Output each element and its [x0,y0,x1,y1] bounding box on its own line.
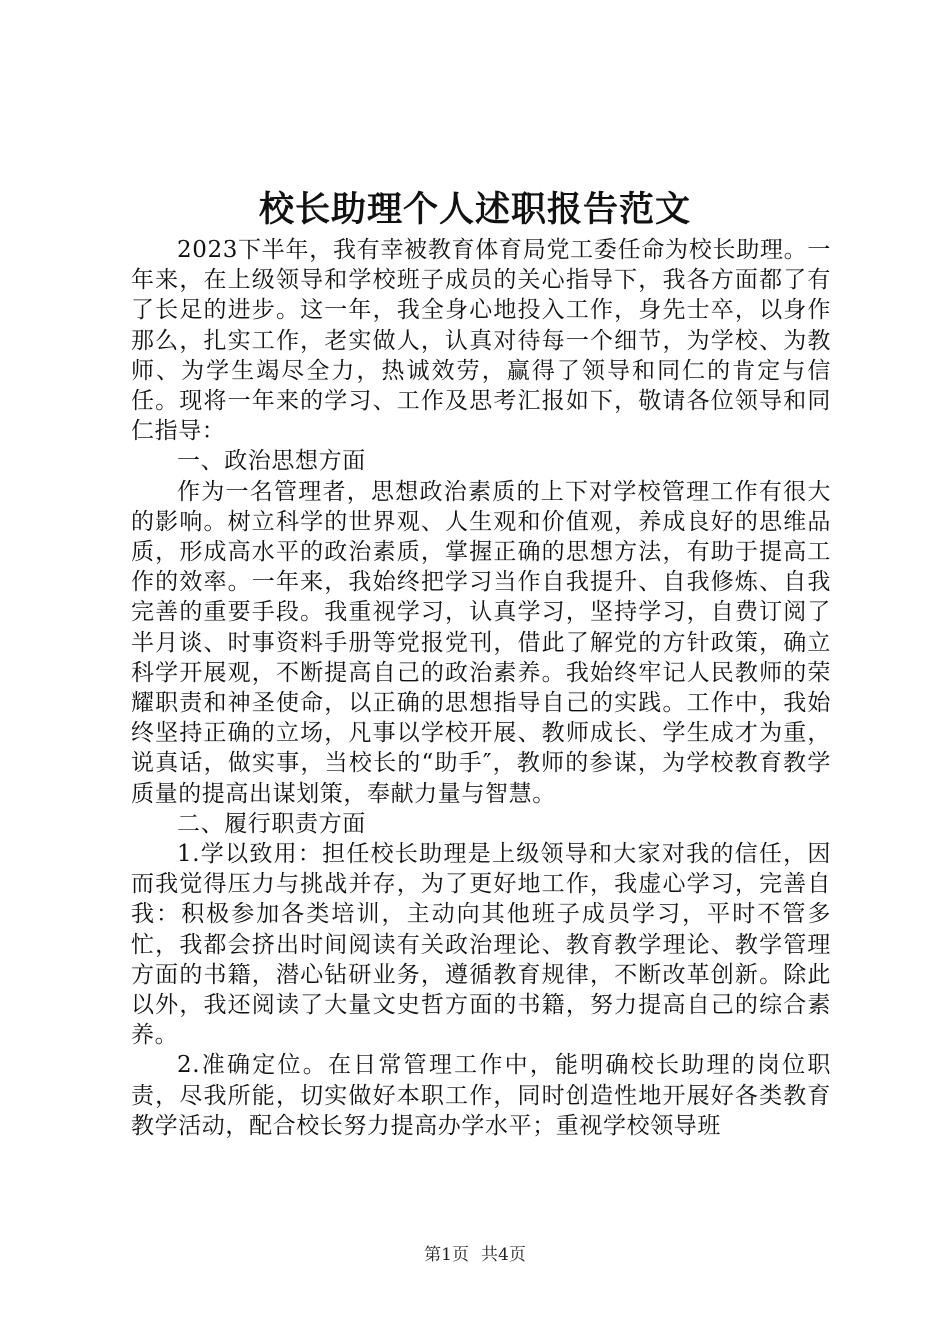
document-body [131,235,831,1141]
section-heading-duties: 二、履行职责方面 [177,810,366,837]
page-number-current: 第1页 [424,1245,469,1265]
paragraph-intro: 2023下半年，我有幸被教育体育局党工委任命为校长助理。一年来，在上级领导和学校班子成员的关心指导下，我各方面都了有了长足的进步。这一年，我全身心地投入工作，身先士卒，以身作那么，扎实工作，老实做人，认真对待每一个细节，为学校、为教师、为学生竭尽全力，热诚效劳，赢得了领导和同仁的肯定与信任。现将一年来的学习、工作及思考汇报如下，敬请各位领导和同仁指导： [131,237,831,445]
document-title: 校长助理个人述职报告范文 [258,189,691,230]
paragraph-duty-1: 1.学以致用：担任校长助理是上级领导和大家对我的信任，因而我觉得压力与挑战并存，为了更好地工作，我虚心学习，完善自我：积极参加各类培训，主动向其他班子成员学习，平时不管多忙，我都会挤出时间阅读有关政治理论、教育教学理论、教学管理方面的书籍，潜心钻研业务，遵循教育规律，不断改革创新。除此以外，我还阅读了大量文史哲方面的书籍，努力提高自己的综合素养。 [131,841,831,1049]
paragraph-political: 作为一名管理者，思想政治素质的上下对学校管理工作有很大的影响。树立科学的世界观、人生观和价值观，养成良好的思维品质，形成高水平的政治素质，掌握正确的思想方法，有助于提高工作的效率。一年来，我始终把学习当作自我提升、自我修炼、自我完善的重要手段。我重视学习，认真学习，坚持学习，自费订阅了半月谈、时事资料手册等党报党刊，借此了解党的方针政策，确立科学开展观，不断提高自己的政治素养。我始终牢记人民教师的荣耀职责和神圣使命，以正确的思想指导自己的实践。工作中，我始终坚持正确的立场，凡事以学校开展、教师成长、学生成才为重，说真话，做实事，当校长的“助手″，教师的参谋，为学校教育教学质量的提高出谋划策，奉献力量与智慧。 [131,478,831,807]
page-number-total: 共4页 [481,1245,526,1265]
paragraph-duty-2: 2.准确定位。在日常管理工作中，能明确校长助理的岗位职责，尽我所能，切实做好本职工作，同时创造性地开展好各类教育教学活动，配合校长努力提高办学水平；重视学校领导班 [131,1052,831,1139]
section-heading-political: 一、政治思想方面 [177,448,366,475]
page-footer [0,1243,950,1267]
